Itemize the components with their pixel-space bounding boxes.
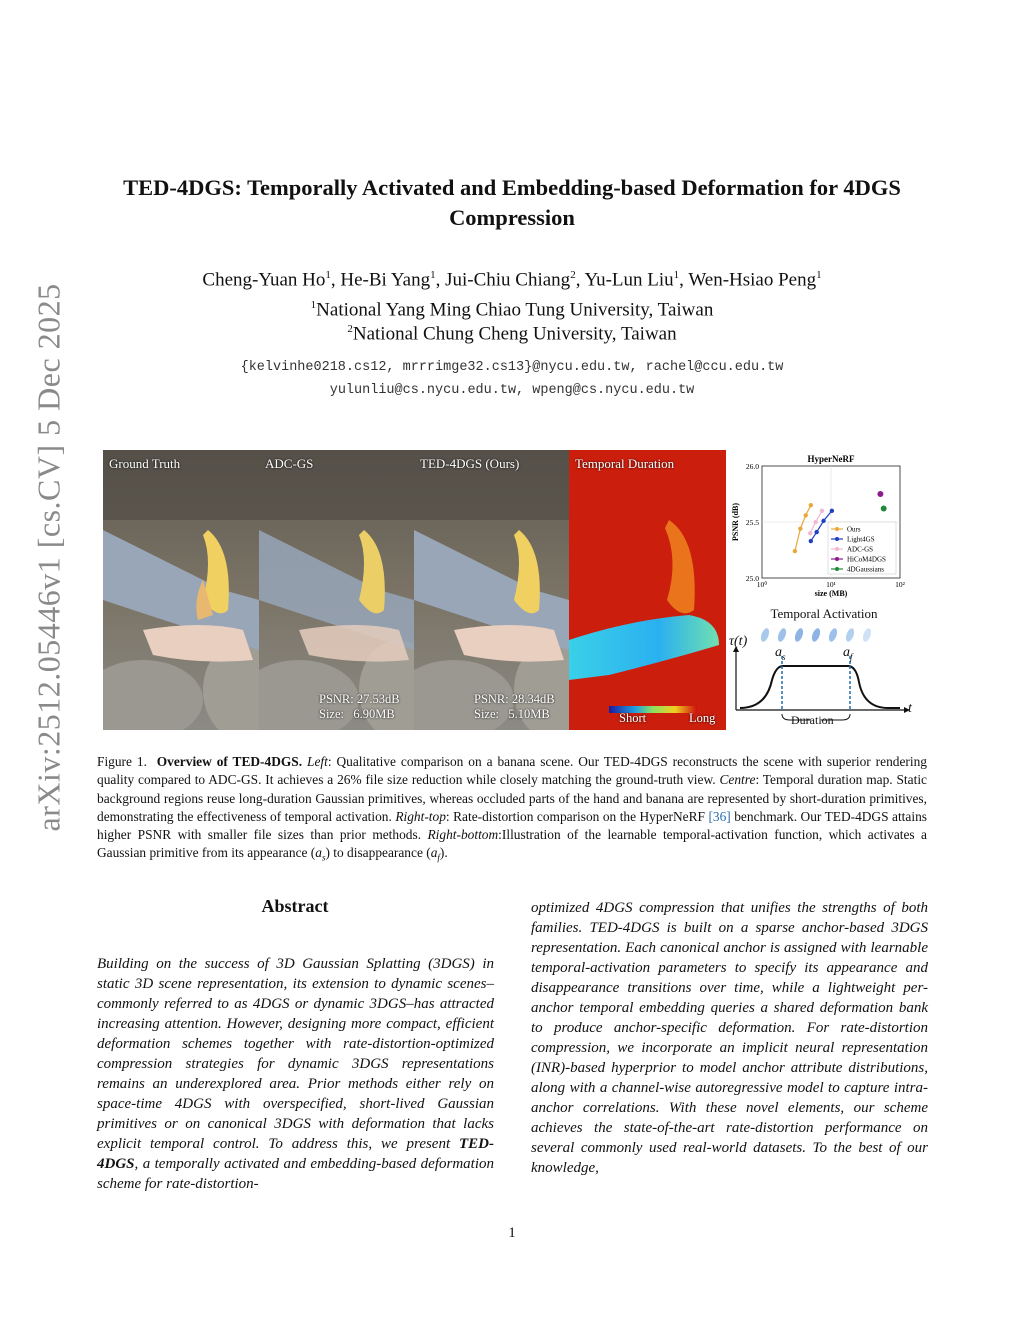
ground-truth-image	[103, 450, 259, 730]
data-point	[808, 531, 812, 535]
y-tick-label: 26.0	[745, 462, 759, 471]
data-point	[821, 519, 825, 523]
panel-label-adc-gs: ADC-GS	[265, 456, 314, 471]
panel-adc-gs	[259, 450, 414, 730]
x-tick-label: 10¹	[826, 580, 836, 589]
y-tick-label: 25.0	[745, 574, 759, 583]
data-point	[881, 506, 887, 512]
emails-line-1: {kelvinhe0218.cs12, mrrrimge32.cs13}@nycu.edu.tw, rachel@ccu.edu.tw	[240, 360, 784, 375]
legend-marker	[835, 567, 839, 571]
adc-gs-metrics: PSNR: 27.53dB Size: 6.90MB	[319, 692, 400, 721]
author-affiliation-mark: 2	[570, 269, 576, 281]
panel-ted-4dgs	[414, 450, 569, 730]
y-tick-label: 25.5	[745, 518, 759, 527]
caption-left-tag: Left	[307, 754, 328, 769]
caption-centre-tag: Centre	[719, 772, 756, 788]
author-name: He-Bi Yang	[340, 269, 431, 291]
author-affiliation-mark: 1	[673, 269, 680, 281]
colorbar-long-label: Long	[689, 711, 716, 725]
legend-label: Ours	[847, 525, 861, 534]
method-name: TED-4DGS	[97, 1136, 494, 1172]
abstract-heading: Abstract	[261, 896, 329, 916]
caption-rightbottom-tag: Right-bottom	[427, 827, 499, 843]
emails-line-2: yulunliu@cs.nycu.edu.tw, wpeng@cs.nycu.edu.tw	[329, 383, 695, 398]
data-point	[830, 509, 834, 513]
tau-label: τ(t)	[729, 634, 748, 649]
author-affiliation-mark: 1	[816, 269, 822, 281]
citation-link[interactable]: [36]	[708, 808, 731, 824]
author-name: Jui-Chiu Chiang	[445, 269, 571, 291]
author-name: Yu-Lun Liu	[584, 269, 674, 291]
temporal-duration-map	[569, 450, 726, 730]
data-point	[804, 513, 808, 517]
affiliation-1-number: 1	[310, 299, 317, 311]
author-affiliation-mark: 1	[430, 269, 436, 281]
x-tick-label: 10⁰	[756, 580, 768, 589]
panel-temporal-duration	[569, 450, 726, 730]
data-point	[820, 509, 824, 513]
activation-curve	[740, 666, 900, 708]
legend-marker	[835, 537, 839, 541]
chart-title: HyperNeRF	[807, 454, 855, 464]
data-point	[813, 520, 817, 524]
activation-title: Temporal Activation	[770, 606, 878, 621]
panel-label-ground-truth: Ground Truth	[109, 456, 181, 471]
figure-caption: Figure 1. Overview of TED-4DGS. Left: Qualitative comparison on a banana scene. Our TED-4DGS reconstructs the scene with superior rendering quality compared to ADC-GS. It achieves a 26% file size reduction while closely matching the ground-truth view. Centre: Temporal duration map. Static background regions reuse long-duration Gaussian primitives, whereas occluded parts of the hand and banana are represented by short-duration primitives, demonstrating the effectiveness of temporal activation. Right-top: Rate-distortion comparison on the HyperNeRF [36] benchmark. Our TED-4DGS attains higher PSNR with smaller file sizes than prior methods. Right-bottom:Illustration of the learnable temporal-activation function, which activates a Gaussian primitive from its appearance $(a_s)$ to disappearance $(a_f)$.	[97, 754, 928, 864]
y-axis-label: PSNR (dB)	[731, 502, 740, 542]
data-point	[809, 539, 813, 543]
caption-label: Figure 1.	[97, 754, 147, 769]
gaussian-ellipses	[759, 627, 872, 643]
adc-gs-image	[259, 450, 414, 730]
affiliation-1	[90, 299, 934, 321]
data-point	[814, 530, 818, 534]
affiliation-2-name: National Chung Cheng University, Taiwan	[352, 323, 677, 345]
author-list: Cheng-Yuan Ho$^1$, He-Bi Yang$^1$, Jui-Chiu Chiang$^2$, Yu-Lun Liu$^1$, Wen-Hsiao Peng$^1$	[202, 269, 822, 291]
colorbar-short-label: Short	[619, 711, 647, 725]
legend-label: Light4GS	[847, 535, 875, 544]
a-s-label: $a_s$	[775, 645, 786, 662]
duration-label: Duration	[791, 713, 834, 727]
data-point	[809, 503, 813, 507]
abstract-left-column: Building on the success of 3D Gaussian Splatting (3DGS) in static 3D scene representation, its extension to dynamic scenes–commonly referred to as 4DGS or dynamic 3DGS–has attracted increasing attention. However, designing more compact, efficient deformation schemes together with rate-distortion-optimized compression strategies for dynamic 3DGS representations remains an underexplored area. Prior methods either rely on space-time 4DGS with overspecified, short-lived Gaussian primitives or on canonical 3DGS with deformation that lacks explicit temporal control. To address this, we present TED-4DGS, a temporally activated and embedding-based deformation scheme for rate-distortion-	[97, 956, 494, 1192]
a-f-label: $a_f$	[843, 645, 853, 662]
legend-label: ADC-GS	[847, 545, 874, 554]
legend-label: 4DGaussians	[847, 565, 884, 574]
author-name: Wen-Hsiao Peng	[688, 269, 817, 291]
paper-title: TED-4DGS: Temporally Activated and Embedding-based Deformation for 4DGS Compression	[123, 175, 901, 230]
page-number: 1	[508, 1225, 516, 1241]
legend-marker	[835, 527, 839, 531]
ted-4dgs-metrics: PSNR: 28.34dB Size: 5.10MB	[474, 692, 555, 721]
arxiv-identifier: arXiv:2512.05446v1 [cs.CV] 5 Dec 2025	[30, 283, 67, 832]
t-label: t	[908, 701, 912, 716]
caption-title: Overview of TED-4DGS.	[156, 754, 303, 769]
affiliation-2-number: 2	[347, 323, 353, 335]
author-name: Cheng-Yuan Ho	[202, 269, 326, 291]
legend-marker	[835, 557, 839, 561]
x-axis-label: size (MB)	[814, 589, 848, 598]
affiliation-1-name: National Yang Ming Chiao Tung University, Taiwan	[316, 299, 714, 321]
legend-marker	[835, 547, 839, 551]
data-point	[793, 549, 797, 553]
legend-label: HiCoM4DGS	[847, 555, 886, 564]
panel-label-ted-4dgs: TED-4DGS (Ours)	[420, 456, 520, 471]
affiliation-2	[90, 323, 934, 345]
abstract-right-column: optimized 4DGS compression that unifies the strengths of both families. TED-4DGS is built on a sparse anchor-based 3DGS representation. Each canonical anchor is assigned with learnable temporal-activation parameters to specify its appearance and disappearance transitions over time, while a lightweight per-anchor temporal embedding queries a shared deformation bank to produce anchor-specific deformation. For rate-distortion compression, we incorporate an implicit neural representation (INR)-based hyperprior to model anchor attribute distributions, along with a channel-wise autoregressive model to capture intra-anchor correlations. With these novel elements, our scheme achieves the state-of-the-art rate-distortion performance on several commonly used real-world datasets. To the best of our knowledge,	[531, 900, 928, 1176]
data-point	[877, 491, 883, 497]
x-tick-label: 10²	[895, 580, 905, 589]
ted-4dgs-image	[414, 450, 569, 730]
caption-righttop-tag: Right-top	[395, 808, 446, 824]
panel-ground-truth	[103, 450, 259, 730]
panel-label-temporal-duration: Temporal Duration	[575, 456, 675, 471]
rate-distortion-chart	[728, 452, 914, 602]
author-affiliation-mark: 1	[325, 269, 331, 281]
data-point	[798, 527, 802, 531]
